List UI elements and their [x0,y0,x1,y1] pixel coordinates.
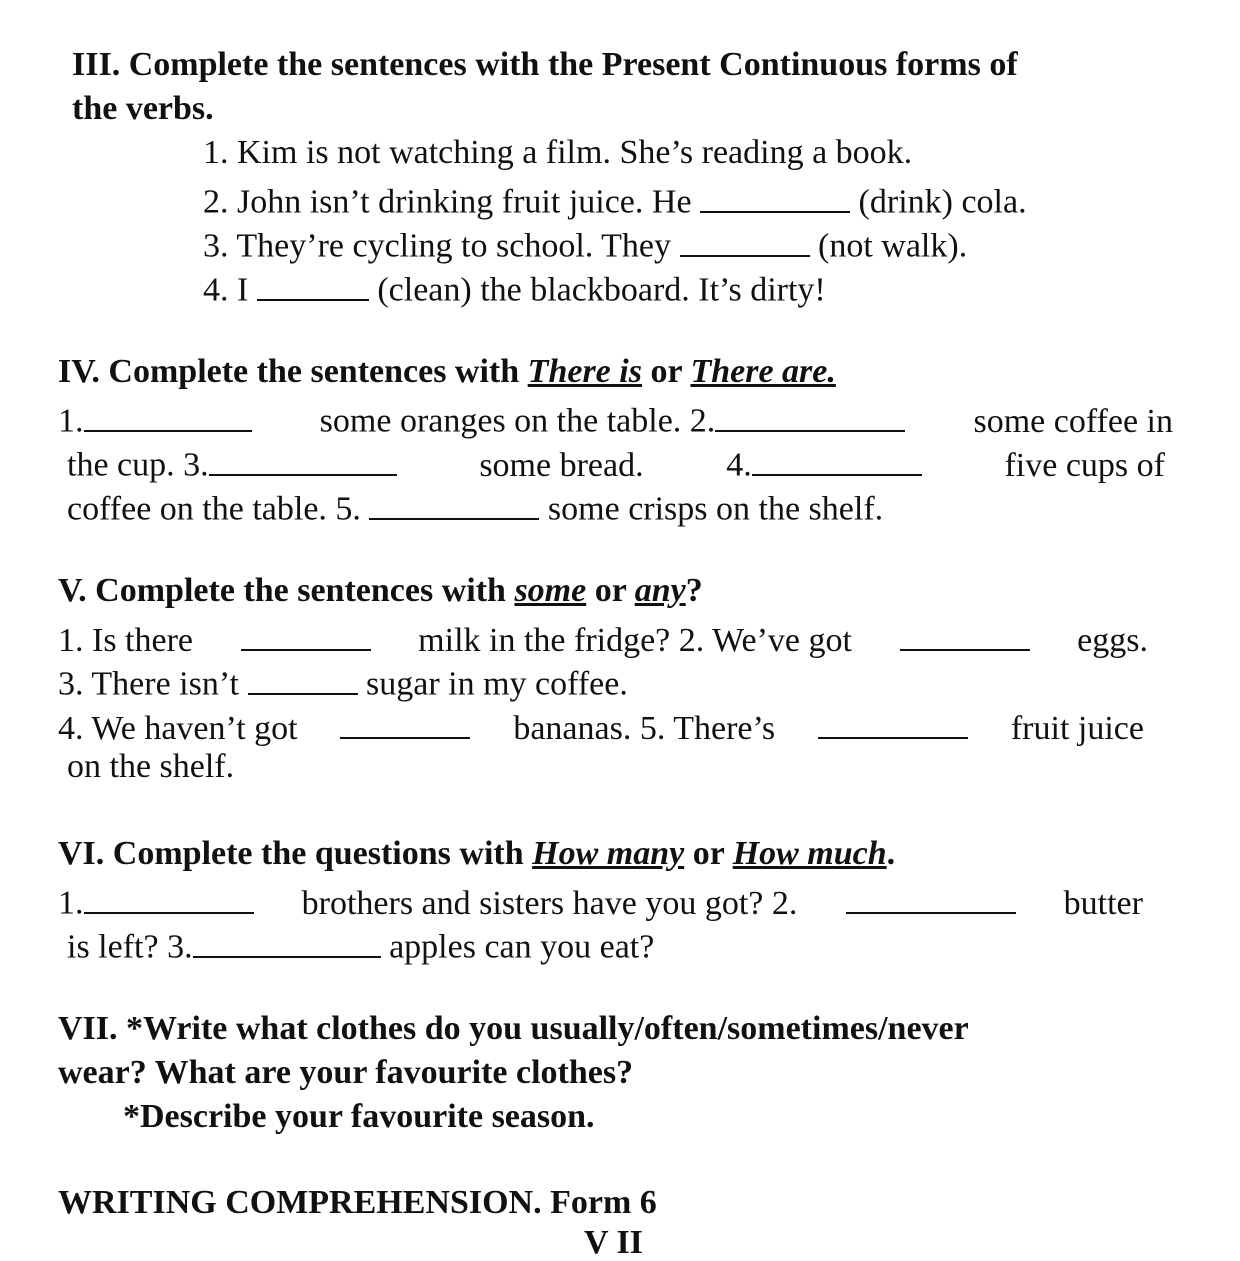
sentence-text: butter [1063,884,1143,922]
option-there-are: There are. [690,353,836,390]
footer-partial-text: V II [584,1224,643,1261]
sentence-text: 2. John isn’t drinking fruit juice. He [203,183,692,221]
section-3-heading-line-2: the verbs. [72,90,214,127]
heading-text: V. Complete the sentences with [58,572,506,609]
sentence-text: 1. Is there [58,621,194,659]
sentence-text: some oranges on the table. 2. [319,402,716,440]
section-3-sentence-2 [203,180,1027,220]
answer-blank[interactable] [680,224,810,257]
option-how-many: How many [532,835,685,872]
footer-title: WRITING COMPREHENSION. Form 6 [58,1184,657,1221]
section-6-heading [58,837,895,871]
answer-blank[interactable] [257,268,369,301]
answer-blank[interactable] [715,399,905,432]
section-4-line-2 [67,443,1165,483]
answer-blank[interactable] [209,443,397,476]
section-3-sentence-1: 1. Kim is not watching a film. She’s reading a book. [203,134,913,171]
sentence-text: milk in the fridge? 2. We’ve got [418,621,852,659]
sentence-text: five cups of [1004,446,1165,484]
section-7-line-2: wear? What are your favourite clothes? [58,1054,634,1091]
sentence-text: (not walk). [818,227,968,265]
section-5-line-1 [58,618,1148,658]
sentence-text: some bread. [479,446,644,484]
or-text: or [650,353,682,390]
sentence-text: eggs. [1077,621,1148,659]
sentence-text: some crisps on the shelf. [547,490,884,528]
sentence-text: apples can you eat? [389,928,655,966]
sentence-text: brothers and sisters have you got? 2. [301,884,798,922]
section-3-sentence-4 [203,268,826,308]
item-number: 1. [58,402,84,440]
section-6-line-1 [58,881,1143,921]
sentence-text: (clean) the blackboard. It’s dirty! [377,271,826,309]
section-5-line-2 [58,662,628,702]
answer-blank[interactable] [369,487,539,520]
sentence-text: (drink) cola. [858,183,1027,221]
sentence-text: the cup. 3. [67,446,209,484]
section-5-line-4: on the shelf. [67,748,235,785]
sentence-text: coffee on the table. 5. [67,490,361,528]
section-4-line-1 [58,399,1173,439]
section-4-heading [58,355,836,389]
section-5-heading [58,574,703,608]
sentence-text: bananas. 5. There’s [513,709,776,747]
answer-blank[interactable] [340,706,470,739]
answer-blank[interactable] [84,881,254,914]
sentence-text: 3. They’re cycling to school. They [203,227,672,265]
option-there-is: There is [527,353,642,390]
sentence-text: some coffee in [973,402,1173,440]
section-6-line-2 [67,925,654,965]
section-7-line-1: VII. *Write what clothes do you usually/often/sometimes/never [58,1010,969,1047]
heading-text: VI. Complete the questions with [58,835,524,872]
answer-blank[interactable] [846,881,1016,914]
answer-blank[interactable] [700,180,850,213]
section-3-sentence-3 [203,224,967,264]
or-text: or [594,572,627,609]
or-text: or [692,835,725,872]
option-any: any [634,572,686,609]
item-number: 1. [58,884,84,922]
item-number: 4. [726,446,752,484]
answer-blank[interactable] [900,618,1030,651]
section-7-line-3: *Describe your favourite season. [123,1098,595,1135]
section-5-line-3 [58,706,1144,746]
period: . [886,835,896,872]
question-mark: ? [685,572,703,609]
sentence-text: is left? 3. [67,928,193,966]
answer-blank[interactable] [248,662,358,695]
sentence-text: 3. There isn’t [58,665,239,703]
section-4-line-3 [67,487,883,527]
sentence-text: sugar in my coffee. [366,665,628,703]
answer-blank[interactable] [241,618,371,651]
heading-text: IV. Complete the sentences with [58,353,520,390]
sentence-text: 4. We haven’t got [58,709,298,747]
sentence-text: 4. I [203,271,249,309]
answer-blank[interactable] [193,925,381,958]
answer-blank[interactable] [752,443,922,476]
sentence-text: fruit juice [1010,709,1144,747]
option-some: some [514,572,587,609]
answer-blank[interactable] [818,706,968,739]
section-3-heading-line-1: III. Complete the sentences with the Present Continuous forms of [72,46,1018,83]
answer-blank[interactable] [84,399,252,432]
option-how-much: How much [732,835,887,872]
